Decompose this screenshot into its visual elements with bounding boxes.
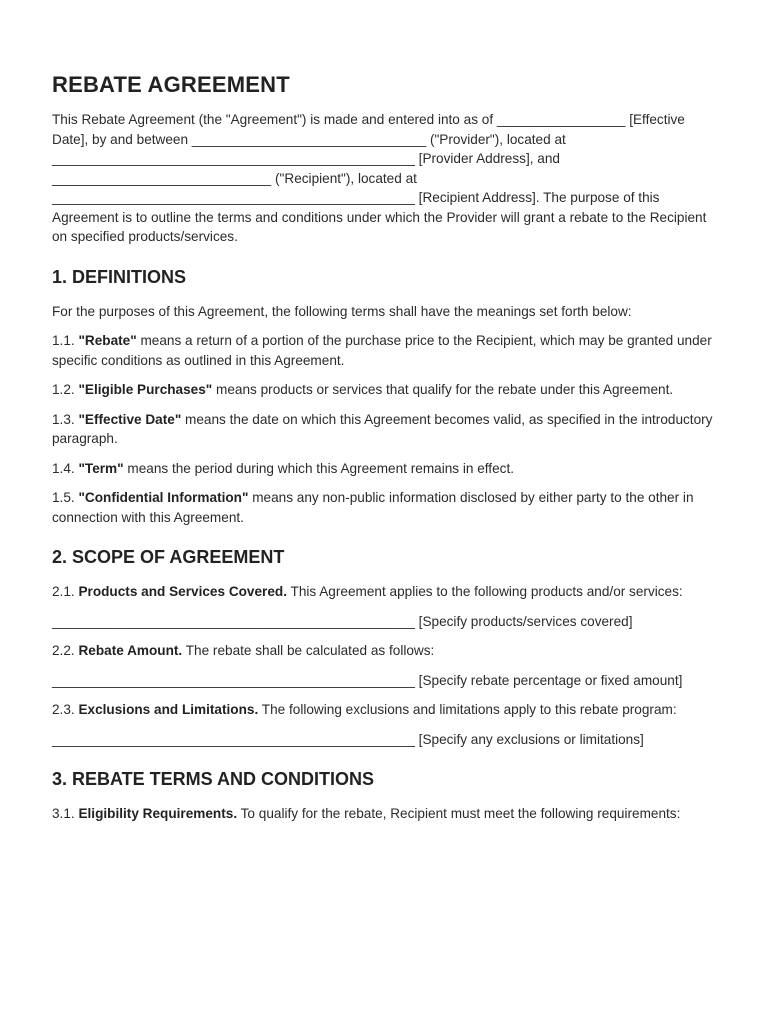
clause-text: This Agreement applies to the following products and/or services:	[287, 584, 683, 599]
definition-1-1	[52, 331, 716, 370]
defined-term: "Rebate"	[78, 333, 137, 348]
clause-number: 1.2.	[52, 382, 75, 397]
clause-number: 1.3.	[52, 411, 75, 427]
clause-number: 2.1.	[52, 584, 75, 599]
clause-number: 1.4.	[52, 460, 75, 476]
clause-2-3	[52, 700, 716, 720]
clause-number: 2.2.	[52, 643, 75, 658]
clause-3-1	[52, 804, 716, 824]
clause-title: Products and Services Covered.	[78, 584, 287, 599]
clause-title: Eligibility Requirements.	[78, 806, 238, 821]
defined-term: "Eligible Purchases"	[78, 382, 213, 397]
clause-title: Rebate Amount.	[78, 643, 183, 658]
definition-1-4	[52, 459, 716, 479]
document-title: REBATE AGREEMENT	[52, 72, 290, 97]
clause-number: 1.5.	[52, 490, 75, 505]
section-2-heading: 2. SCOPE OF AGREEMENT	[52, 547, 285, 567]
clause-2-1	[52, 582, 716, 602]
fill-in-blank-products: ________________________________________________ [Specify products/services covered]	[52, 613, 633, 629]
clause-number: 1.1.	[52, 333, 75, 348]
document-page	[52, 72, 716, 824]
clause-text: The following exclusions and limitations apply to this rebate program:	[258, 702, 677, 717]
clause-number: 2.3.	[52, 702, 75, 717]
clause-2-2	[52, 641, 716, 661]
clause-title: Exclusions and Limitations.	[78, 702, 259, 717]
definition-1-5	[52, 488, 716, 527]
clause-number: 3.1.	[52, 806, 75, 821]
clause-text: The rebate shall be calculated as follows:	[182, 643, 435, 658]
clause-text: means a return of a portion of the purchase price to the Recipient, which may be granted under specific conditions as outlined in this Agreement.	[52, 333, 712, 368]
fill-in-blank-rebate-amount: ________________________________________________ [Specify rebate percentage or fixed amount]	[52, 672, 683, 688]
section-1-heading: 1. DEFINITIONS	[52, 266, 187, 287]
defined-term: "Term"	[78, 460, 124, 476]
defined-term: "Effective Date"	[78, 411, 182, 427]
clause-text: To qualify for the rebate, Recipient must meet the following requirements:	[237, 806, 681, 821]
section-1-lead: For the purposes of this Agreement, the following terms shall have the meanings set forth below:	[52, 303, 632, 319]
definition-1-3	[52, 410, 716, 449]
clause-text: means products or services that qualify for the rebate under this Agreement.	[212, 382, 674, 397]
intro-paragraph: This Rebate Agreement (the "Agreement") is made and entered into as of _________________ [Effective Date], by and between _______________________________ ("Provider"), located at ________________________________________________ [Provider Address], and _____________________________ ("Recipient"), located at ________________________________________________ [Recipient Address]. The purpose of this Agreement is to outline the terms and conditions under which the Provider will grant a rebate to the Recipient on specified products/services.	[52, 112, 707, 244]
defined-term: "Confidential Information"	[78, 490, 249, 505]
clause-text: means the period during which this Agreement remains in effect.	[123, 460, 514, 476]
definition-1-2	[52, 380, 716, 400]
fill-in-blank-exclusions: ________________________________________________ [Specify any exclusions or limitations]	[52, 731, 644, 747]
clause-text: means any non-public information disclosed by either party to the other in connection with this Agreement.	[52, 490, 694, 525]
section-3-heading: 3. REBATE TERMS AND CONDITIONS	[52, 769, 375, 789]
clause-text: means the date on which this Agreement becomes valid, as specified in the introductory paragraph.	[52, 411, 713, 446]
